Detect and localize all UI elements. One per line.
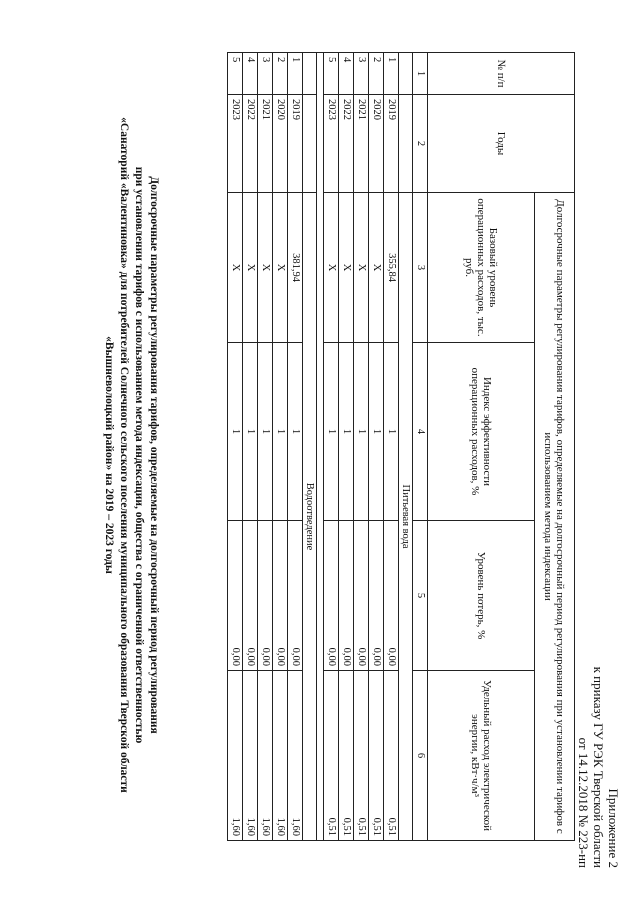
table-row bbox=[339, 53, 354, 841]
section-row bbox=[399, 53, 413, 841]
row-energy-rate: 1,60 bbox=[288, 671, 303, 841]
row-number: 1 bbox=[384, 53, 399, 95]
appendix-line: к приказу ГУ РЭК Тверской области bbox=[591, 666, 606, 868]
title-line: «Санаторий «Валентиновка» для потребителей Солнечного сельского поселения муниципального образования Тверской области bbox=[118, 117, 130, 793]
section-blank bbox=[399, 95, 413, 193]
header-efficiency-index: Индекс эффективности операционных расходов, % bbox=[428, 343, 535, 521]
section-blank bbox=[303, 95, 317, 193]
row-loss-level: 0,00 bbox=[339, 521, 354, 671]
row-base-opex: 355,84 bbox=[384, 193, 399, 343]
row-year: 2020 bbox=[273, 95, 288, 193]
row-efficiency-index: 1 bbox=[324, 343, 339, 521]
row-year: 2020 bbox=[369, 95, 384, 193]
title-line: при установлении тарифов с использованием метода индексации, общества с ограниченной ответственностью bbox=[133, 166, 145, 744]
row-year: 2021 bbox=[354, 95, 369, 193]
table-row bbox=[369, 53, 384, 841]
appendix-line: Приложение 2 bbox=[606, 788, 621, 868]
title-line: «Вышневолоцкий район» на 2019 – 2023 годы bbox=[103, 336, 115, 574]
column-number: 1 bbox=[413, 53, 428, 95]
row-energy-rate: 0,51 bbox=[339, 671, 354, 841]
row-year: 2019 bbox=[384, 95, 399, 193]
row-efficiency-index: 1 bbox=[258, 343, 273, 521]
row-number: 4 bbox=[339, 53, 354, 95]
row-efficiency-index: 1 bbox=[384, 343, 399, 521]
spacer-cell bbox=[317, 53, 324, 841]
row-loss-level: 0,00 bbox=[324, 521, 339, 671]
header-years: Годы bbox=[428, 95, 575, 193]
row-number: 2 bbox=[273, 53, 288, 95]
row-energy-rate: 1,60 bbox=[258, 671, 273, 841]
table-body bbox=[228, 53, 413, 841]
row-efficiency-index: 1 bbox=[243, 343, 258, 521]
row-efficiency-index: 1 bbox=[339, 343, 354, 521]
row-energy-rate: 0,51 bbox=[384, 671, 399, 841]
row-loss-level: 0,00 bbox=[258, 521, 273, 671]
column-number: 6 bbox=[413, 671, 428, 841]
row-number: 5 bbox=[324, 53, 339, 95]
row-year: 2023 bbox=[324, 95, 339, 193]
header-base-opex: Базовый уровень операционных расходов, тыс. руб. bbox=[428, 193, 535, 343]
row-base-opex: X bbox=[228, 193, 243, 343]
section-title: Питьевая вода bbox=[399, 193, 413, 841]
row-efficiency-index: 1 bbox=[354, 343, 369, 521]
column-number: 5 bbox=[413, 521, 428, 671]
row-number: 4 bbox=[243, 53, 258, 95]
row-energy-rate: 0,51 bbox=[354, 671, 369, 841]
row-loss-level: 0,00 bbox=[384, 521, 399, 671]
row-loss-level: 0,00 bbox=[243, 521, 258, 671]
table-row bbox=[324, 53, 339, 841]
section-blank bbox=[303, 53, 317, 95]
row-number: 3 bbox=[258, 53, 273, 95]
row-base-opex: X bbox=[324, 193, 339, 343]
row-loss-level: 0,00 bbox=[273, 521, 288, 671]
row-base-opex: X bbox=[273, 193, 288, 343]
row-loss-level: 0,00 bbox=[288, 521, 303, 671]
row-year: 2021 bbox=[258, 95, 273, 193]
row-loss-level: 0,00 bbox=[369, 521, 384, 671]
row-number: 1 bbox=[288, 53, 303, 95]
row-year: 2022 bbox=[243, 95, 258, 193]
section-row bbox=[303, 53, 317, 841]
appendix-line: от 14.12.2018 № 223-нп bbox=[576, 737, 591, 868]
row-efficiency-index: 1 bbox=[273, 343, 288, 521]
header-energy-rate: Удельный расход электрической энергии, кВт·ч/м³ bbox=[428, 671, 535, 841]
row-base-opex: X bbox=[354, 193, 369, 343]
row-efficiency-index: 1 bbox=[228, 343, 243, 521]
document-title bbox=[101, 90, 161, 820]
table-row bbox=[384, 53, 399, 841]
column-number: 2 bbox=[413, 95, 428, 193]
row-number: 2 bbox=[369, 53, 384, 95]
table-row bbox=[354, 53, 369, 841]
row-base-opex: 381,94 bbox=[288, 193, 303, 343]
row-loss-level: 0,00 bbox=[228, 521, 243, 671]
section-title: Водоотведение bbox=[303, 193, 317, 841]
appendix-block bbox=[576, 667, 621, 868]
row-base-opex: X bbox=[243, 193, 258, 343]
row-year: 2023 bbox=[228, 95, 243, 193]
section-blank bbox=[399, 53, 413, 95]
row-efficiency-index: 1 bbox=[288, 343, 303, 521]
row-energy-rate: 0,51 bbox=[369, 671, 384, 841]
row-year: 2022 bbox=[339, 95, 354, 193]
row-base-opex: X bbox=[369, 193, 384, 343]
row-energy-rate: 1,60 bbox=[228, 671, 243, 841]
parameters-table bbox=[227, 52, 575, 841]
section-spacer bbox=[317, 53, 324, 841]
row-loss-level: 0,00 bbox=[354, 521, 369, 671]
table-row bbox=[258, 53, 273, 841]
header-loss-level: Уровень потерь, % bbox=[428, 521, 535, 671]
row-energy-rate: 1,60 bbox=[273, 671, 288, 841]
header-group: Долгосрочные параметры регулирования тарифов, определяемые на долгосрочный период регулирования при установлении тарифов с использованием метода индексации bbox=[535, 193, 575, 841]
table-row bbox=[228, 53, 243, 841]
table-row bbox=[243, 53, 258, 841]
row-year: 2019 bbox=[288, 95, 303, 193]
row-energy-rate: 1,60 bbox=[243, 671, 258, 841]
row-base-opex: X bbox=[258, 193, 273, 343]
row-base-opex: X bbox=[339, 193, 354, 343]
row-number: 3 bbox=[354, 53, 369, 95]
column-number: 3 bbox=[413, 193, 428, 343]
row-number: 5 bbox=[228, 53, 243, 95]
column-number: 4 bbox=[413, 343, 428, 521]
row-efficiency-index: 1 bbox=[369, 343, 384, 521]
table-row bbox=[273, 53, 288, 841]
header-num: № п/п bbox=[428, 53, 575, 95]
table-row bbox=[288, 53, 303, 841]
title-line: Долгосрочные параметры регулирования тарифов, определяемые на долгосрочный период регулирования bbox=[148, 176, 160, 734]
row-energy-rate: 0,51 bbox=[324, 671, 339, 841]
